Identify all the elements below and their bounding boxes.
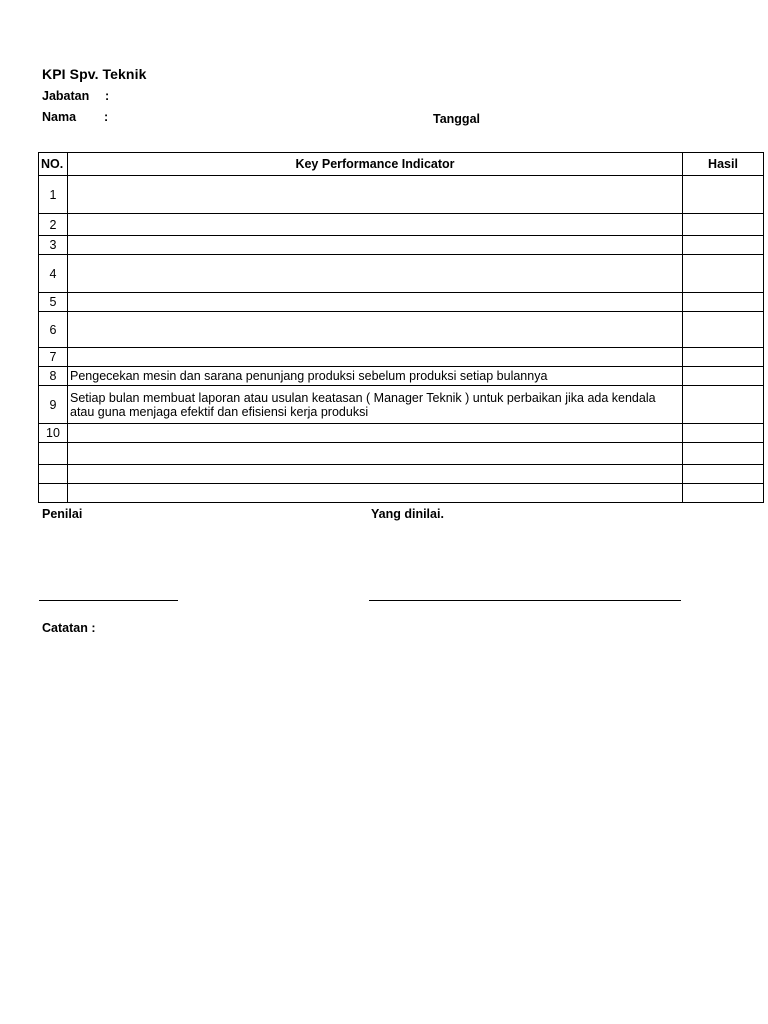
- table-row: [39, 312, 764, 348]
- row-number: 10: [39, 424, 68, 443]
- row-number: 6: [39, 312, 68, 348]
- row-number: [39, 484, 68, 503]
- table-row: [39, 293, 764, 312]
- row-number: 3: [39, 236, 68, 255]
- tanggal-label: Tanggal: [433, 112, 480, 126]
- table-row: [39, 443, 764, 465]
- kpi-cell: [68, 255, 683, 293]
- kpi-cell: [68, 293, 683, 312]
- kpi-cell: [68, 465, 683, 484]
- form-title: KPI Spv. Teknik: [42, 66, 147, 82]
- kpi-cell: Setiap bulan membuat laporan atau usulan keatasan ( Manager Teknik ) untuk perbaikan jika ada kendala atau guna menjaga efektif dan efisiensi kerja produksi: [68, 386, 683, 424]
- table-row: [39, 424, 764, 443]
- hasil-cell: [683, 424, 764, 443]
- row-number: [39, 465, 68, 484]
- table-row: [39, 348, 764, 367]
- dinilai-signature-line: [369, 600, 681, 601]
- hasil-cell: [683, 484, 764, 503]
- penilai-signature-line: [39, 600, 178, 601]
- row-number: 2: [39, 214, 68, 236]
- nama-label: Nama: [42, 110, 77, 124]
- hasil-cell: [683, 176, 764, 214]
- kpi-cell: [68, 236, 683, 255]
- kpi-cell: [68, 348, 683, 367]
- hasil-cell: [683, 236, 764, 255]
- header-no: NO.: [39, 153, 68, 176]
- yang-dinilai-label: Yang dinilai.: [371, 507, 444, 521]
- kpi-cell: Pengecekan mesin dan sarana penunjang produksi sebelum produksi setiap bulannya: [68, 367, 683, 386]
- row-number: 7: [39, 348, 68, 367]
- hasil-cell: [683, 293, 764, 312]
- hasil-cell: [683, 312, 764, 348]
- header-kpi: Key Performance Indicator: [68, 153, 683, 176]
- table-row: [39, 176, 764, 214]
- header-hasil: Hasil: [683, 153, 764, 176]
- catatan-label: Catatan :: [42, 621, 96, 635]
- hasil-cell: [683, 348, 764, 367]
- jabatan-colon: :: [105, 89, 110, 103]
- kpi-cell: [68, 484, 683, 503]
- row-number: 8: [39, 367, 68, 386]
- row-number: 4: [39, 255, 68, 293]
- table-row: [39, 236, 764, 255]
- hasil-cell: [683, 255, 764, 293]
- table-row: [39, 255, 764, 293]
- table-row: [39, 367, 764, 386]
- kpi-cell: [68, 176, 683, 214]
- hasil-cell: [683, 443, 764, 465]
- row-number: 9: [39, 386, 68, 424]
- kpi-cell: [68, 424, 683, 443]
- table-row: [39, 465, 764, 484]
- kpi-table: [38, 152, 764, 503]
- hasil-cell: [683, 465, 764, 484]
- table-row: [39, 214, 764, 236]
- kpi-cell: [68, 312, 683, 348]
- hasil-cell: [683, 367, 764, 386]
- penilai-label: Penilai: [42, 507, 83, 521]
- hasil-cell: [683, 214, 764, 236]
- kpi-cell: [68, 214, 683, 236]
- table-row: [39, 484, 764, 503]
- nama-colon: :: [104, 110, 109, 124]
- row-number: 1: [39, 176, 68, 214]
- hasil-cell: [683, 386, 764, 424]
- kpi-cell: [68, 443, 683, 465]
- jabatan-label: Jabatan: [42, 89, 90, 103]
- row-number: 5: [39, 293, 68, 312]
- table-row: [39, 386, 764, 424]
- table-header-row: [39, 153, 764, 176]
- row-number: [39, 443, 68, 465]
